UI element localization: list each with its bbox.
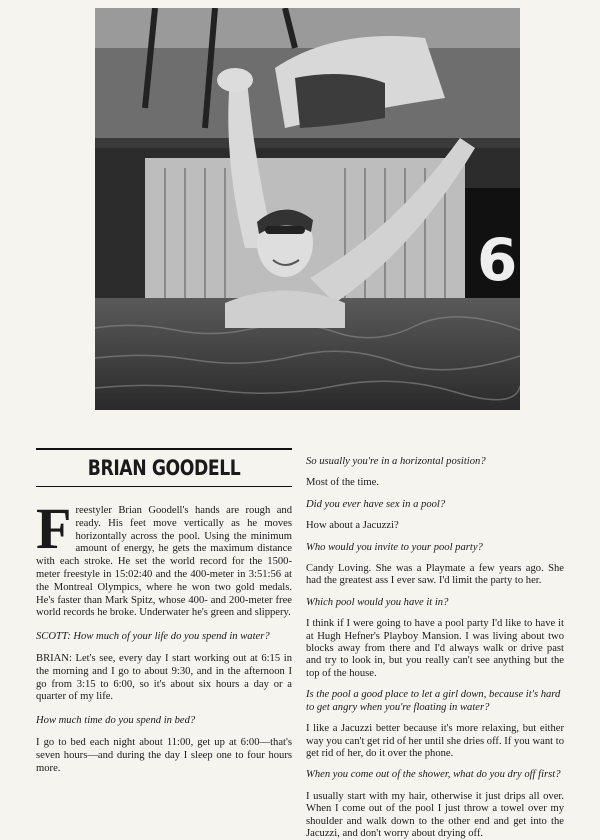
question: SCOTT: How much of your life do you spend in water? (36, 631, 270, 643)
article-left-column (36, 448, 292, 775)
answer: I go to bed each night about 11:00, get up at 6:00—that's seven hours—and during the day I sleep one to four hours more. (36, 736, 292, 774)
title-banner (36, 448, 292, 487)
drop-cap: F (36, 496, 72, 561)
question: Did you ever have sex in a pool? (306, 498, 446, 510)
answer: I like a Jacuzzi better because it's more relaxing, but either way you can't get rid of her until she dries off. If you want to get rid of her, do it over the phone. (306, 723, 564, 759)
question: Is the pool a good place to let a girl down, because it's hard to get angry when you're floating in water? (306, 689, 561, 713)
answer: How about a Jacuzzi? (306, 520, 399, 532)
question: How much time do you spend in bed? (36, 715, 196, 727)
question: Who would you invite to your pool party? (306, 541, 483, 553)
question: So usually you're in a horizontal position? (306, 456, 486, 467)
article-right-column (306, 456, 564, 840)
swimmer-photo (95, 8, 520, 410)
question: When you come out of the shower, what do you dry off first? (306, 769, 561, 781)
question: Which pool would you have it in? (306, 596, 449, 608)
answer: I usually start with my hair, otherwise it just drips all over. When I come out of the pool I just throw a towel over my shoulder and walk down to the other end and get into the Jacuzzi, and don't worry about drying off. (306, 790, 564, 839)
answer: BRIAN: Let's see, every day I start working out at 6:15 in the morning and I go to about 9:30, and in the afternoon I go from 3:15 to 6:00, so it's about six hours a day or a quarter of my life. (36, 652, 292, 703)
answer: Candy Loving. She was a Playmate a few years ago. She had the greatest ass I ever saw. I'd limit the party to her. (306, 563, 564, 587)
lane-number: 6 (477, 226, 518, 294)
article-title: BRIAN GOODELL (87, 456, 241, 480)
answer: Most of the time. (306, 477, 379, 489)
swimmer-illustration (95, 8, 520, 410)
answer: I think if I were going to have a pool party I'd like to have it at Hugh Hefner's Playboy Mansion. I was living about two blocks away from there and I'd always walk or drive past and try to look in, but you really can't see anything but the top of the house. (306, 618, 564, 679)
intro-text: reestyler Brian Goodell's hands are rough and ready. His feet move vertically as he moves horizontally across the pool. Using the minimum amount of energy, he gets the maximum distance with each stroke. He set the world record for the 1500-meter freestyle in 15:02:40 and the 400-meter in 3:51:56 at the Montreal Olympics, where he won two gold medals. He's faster than Mark Spitz, whose 400- and 200-meter free world records he broke. Underwater he's green and slippery. (36, 505, 292, 619)
article-intro (36, 496, 292, 620)
